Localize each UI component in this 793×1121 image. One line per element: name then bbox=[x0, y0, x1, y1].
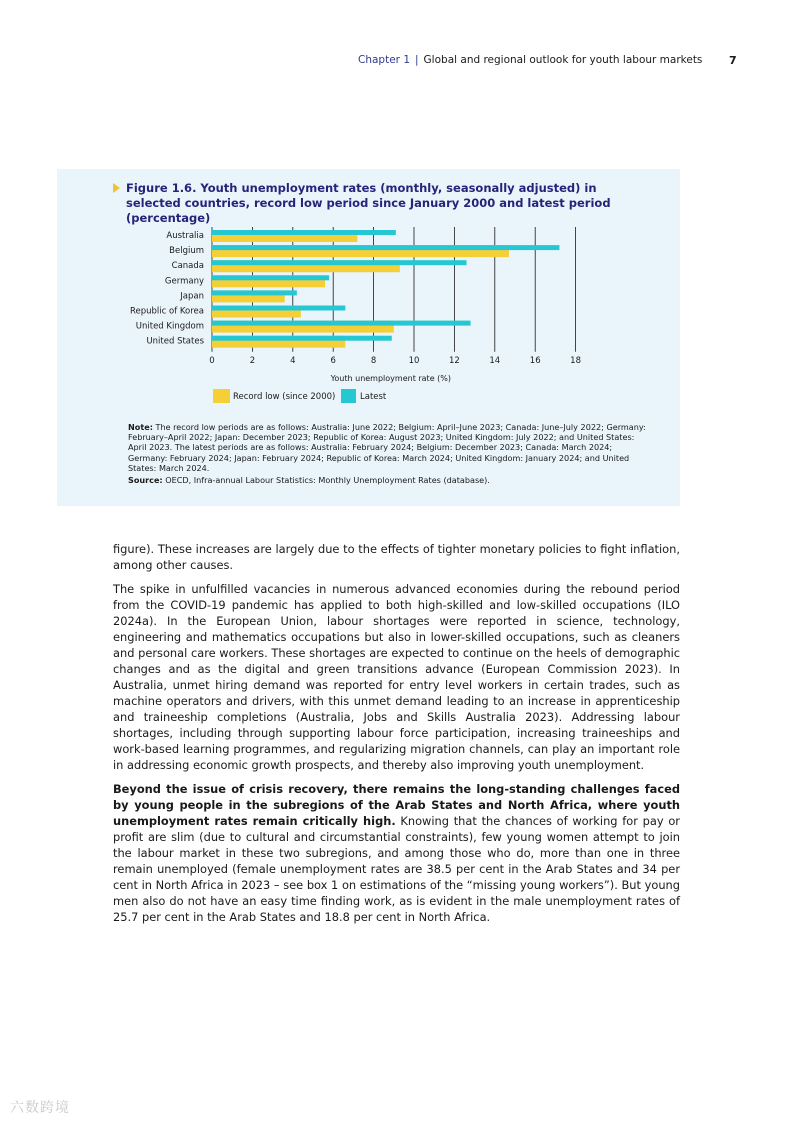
bar-latest-0 bbox=[212, 230, 396, 235]
bar-latest-2 bbox=[212, 260, 467, 265]
category-label-0: Australia bbox=[166, 231, 204, 241]
tick-label-18: 18 bbox=[570, 355, 582, 366]
running-head bbox=[358, 54, 702, 66]
paragraph-3 bbox=[113, 781, 680, 925]
bar-latest-1 bbox=[212, 245, 559, 250]
bar-chart bbox=[57, 169, 680, 409]
bar-latest-7 bbox=[212, 336, 392, 341]
tick-label-6: 6 bbox=[330, 355, 336, 366]
body-text bbox=[113, 541, 680, 933]
header-separator: | bbox=[415, 54, 419, 66]
tick-label-16: 16 bbox=[529, 355, 541, 366]
paragraph-1: figure). These increases are largely due to the effects of tighter monetary policies to fight inflation, among other causes. bbox=[113, 542, 680, 572]
section-title: Global and regional outlook for youth labour markets bbox=[423, 54, 703, 66]
tick-label-10: 10 bbox=[408, 355, 420, 366]
category-label-7: United States bbox=[146, 336, 204, 347]
tick-label-0: 0 bbox=[209, 355, 215, 366]
chapter-label: Chapter 1 bbox=[358, 54, 410, 66]
bar-latest-4 bbox=[212, 290, 297, 295]
watermark: 六数跨境 bbox=[10, 1100, 70, 1116]
paragraph-3-rest: Knowing that the chances of working for pay or profit are slim (due to cultural and circumstantial constraints), few young women attempt to join the labour market in these two subregions, and among those who do, more than one in three remain unemployed (female unemployment rates are 38.5 per cent in the Arab States and 34 per cent in North Africa in 2023 – see box 1 on estimations of the “missing young workers”). But young men also do not have an easy time finding work, as is evident in the male unemployment rates of 25.7 per cent in the Arab States and 18.8 per cent in North Africa. bbox=[113, 814, 680, 924]
legend-swatch-latest bbox=[341, 389, 356, 403]
figure-panel bbox=[57, 169, 680, 506]
category-label-1: Belgium bbox=[169, 246, 204, 257]
paragraph-2: The spike in unfulfilled vacancies in numerous advanced economies during the rebound period from the COVID-19 pandemic has applied to both high-skilled and low-skilled occupations (ILO 2024a). In the European Union, labour shortages were reported in science, technology, engineering and mathematics occupations but also in lower-skilled occupations, such as cleaners and personal care workers. These shortages are expected to continue on the heels of demographic changes and as the digital and green transitions advance (European Commission 2023). In Australia, unmet hiring demand was reported for entry level workers in certain trades, such as machine operators and drivers, with this unmet demand leading to an increase in apprenticeship and traineeship completions (Australia, Jobs and Skills Australia 2023). Addressing labour shortages, including through supporting labour force participation, increasing traineeships and work-based learning programmes, and regularizing migration channels, can play an important role in addressing economic growth prospects, and thereby also improving youth unemployment. bbox=[113, 582, 680, 772]
legend-label-record-low: Record low (since 2000) bbox=[233, 392, 336, 402]
legend-swatch-record-low bbox=[213, 389, 230, 403]
category-label-6: United Kingdom bbox=[135, 321, 204, 332]
tick-label-4: 4 bbox=[290, 355, 296, 366]
note-label: Note: bbox=[128, 422, 153, 432]
page-number: 7 bbox=[729, 54, 737, 67]
category-label-2: Canada bbox=[171, 261, 204, 272]
tick-label-2: 2 bbox=[249, 355, 256, 366]
category-label-5: Republic of Korea bbox=[129, 306, 204, 317]
bar-latest-6 bbox=[212, 321, 471, 326]
legend-label-latest: Latest bbox=[360, 392, 387, 402]
category-label-3: Germany bbox=[164, 276, 204, 287]
bar-latest-5 bbox=[212, 306, 345, 311]
source-text: OECD, Infra-annual Labour Statistics: Monthly Unemployment Rates (database). bbox=[162, 475, 490, 486]
figure-note bbox=[128, 422, 648, 485]
tick-label-8: 8 bbox=[370, 355, 377, 366]
paragraph-3-lead: Beyond the issue of crisis recovery, there remains the long-standing challenges faced by young people in the subregions of the Arab States and North Africa, where youth unemployment rates remain critically high. bbox=[113, 782, 680, 828]
tick-label-12: 12 bbox=[448, 355, 460, 366]
note-text: The record low periods are as follows: Australia: June 2022; Belgium: April–June 2023; Canada: June–July 2022; Germany: February–April 2022; Japan: December 2023; Republic of Korea: August 2023; United Kingdom: July 2022; and United States: April 2023. The latest periods are as follows: Australia: February 2024; Belgium: December 2023; Canada: March 2024; Germany: February 2024; Japan: February 2024; Republic of Korea: March 2024; United Kingdom: January 2024; and United States: March 2024. bbox=[128, 422, 646, 473]
category-label-4: Japan bbox=[180, 291, 204, 302]
figure-title: Figure 1.6. Youth unemployment rates (monthly, seasonally adjusted) in selected countries, record low period since January 2000 and latest period (percentage) bbox=[126, 181, 611, 225]
bar-latest-3 bbox=[212, 275, 329, 280]
source-label: Source: bbox=[128, 475, 163, 486]
x-axis-label: Youth unemployment rate (%) bbox=[330, 373, 452, 383]
tick-label-14: 14 bbox=[489, 355, 501, 366]
